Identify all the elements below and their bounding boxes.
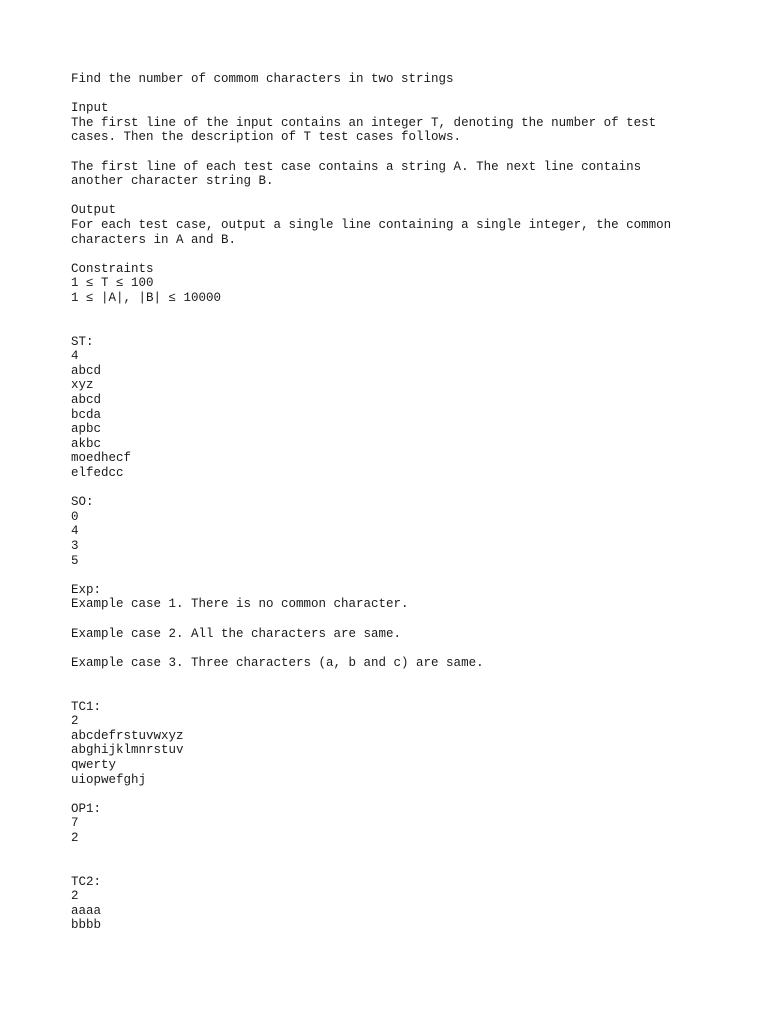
sample-output-line: 4 — [71, 524, 79, 539]
sample-input-line: moedhecf — [71, 451, 132, 466]
problem-title: Find the number of commom characters in two strings — [71, 72, 454, 86]
explanation-case-1: Example case 1. There is no common character. — [71, 597, 409, 612]
input-section — [71, 101, 751, 145]
output-1-section — [71, 802, 751, 846]
input-text-line: another character string B. — [71, 174, 274, 189]
output-text-line: characters in A and B. — [71, 232, 237, 247]
explanation-section — [71, 583, 751, 612]
input-text-line: cases. Then the description of T test cases follows. — [71, 130, 462, 145]
test-case-2-line: bbbb — [71, 918, 102, 933]
output-text-line: For each test case, output a single line containing a single integer, the common — [71, 217, 672, 232]
constraints-heading: Constraints — [71, 261, 154, 276]
document-page — [71, 72, 751, 948]
constraint-line: 1 ≤ |A|, |B| ≤ 10000 — [71, 290, 222, 305]
output-section — [71, 203, 751, 247]
sample-output-line: 0 — [71, 509, 79, 524]
test-case-2-line: 2 — [71, 889, 79, 904]
test-case-1-line: 2 — [71, 714, 79, 729]
explanation-case-2: Example case 2. All the characters are same. — [71, 626, 402, 641]
input-heading: Input — [71, 101, 109, 116]
sample-input-line: xyz — [71, 378, 94, 393]
input-section-continued — [71, 160, 751, 189]
test-case-1-line: abghijklmnrstuv — [71, 743, 184, 758]
test-case-1-line: qwerty — [71, 757, 117, 772]
sample-output-heading: SO: — [71, 495, 94, 510]
sample-output-line: 3 — [71, 539, 79, 553]
constraints-section — [71, 262, 751, 306]
input-text-line: The first line of each test case contains a string A. The next line contains — [71, 159, 642, 174]
explanation-case-2-block — [71, 627, 751, 642]
sample-input-heading: ST: — [71, 334, 94, 349]
sample-output-line: 5 — [71, 553, 79, 568]
sample-output-section — [71, 495, 751, 568]
sample-input-line: abcd — [71, 363, 102, 378]
input-text-line: The first line of the input contains an integer T, denoting the number of test — [71, 115, 657, 130]
test-case-1-heading: TC1: — [71, 699, 102, 714]
sample-input-line: 4 — [71, 349, 79, 364]
problem-title-block — [71, 72, 751, 87]
output-1-line: 7 — [71, 816, 79, 831]
test-case-1-section — [71, 700, 751, 788]
test-case-2-line: aaaa — [71, 903, 102, 918]
sample-input-line: apbc — [71, 422, 102, 437]
explanation-case-3: Example case 3. Three characters (a, b and c) are same. — [71, 655, 484, 670]
sample-input-line: akbc — [71, 436, 102, 451]
explanation-case-3-block — [71, 656, 751, 671]
sample-input-line: bcda — [71, 407, 102, 422]
sample-input-line: abcd — [71, 393, 102, 408]
test-case-1-line: uiopwefghj — [71, 772, 147, 787]
constraint-line: 1 ≤ T ≤ 100 — [71, 276, 154, 291]
explanation-heading: Exp: — [71, 582, 102, 597]
output-1-line: 2 — [71, 830, 79, 845]
output-heading: Output — [71, 203, 117, 218]
test-case-2-section — [71, 875, 751, 933]
sample-input-line: elfedcc — [71, 466, 124, 481]
sample-input-section — [71, 335, 751, 481]
test-case-1-line: abcdefrstuvwxyz — [71, 728, 184, 743]
test-case-2-heading: TC2: — [71, 874, 102, 889]
output-1-heading: OP1: — [71, 801, 102, 816]
